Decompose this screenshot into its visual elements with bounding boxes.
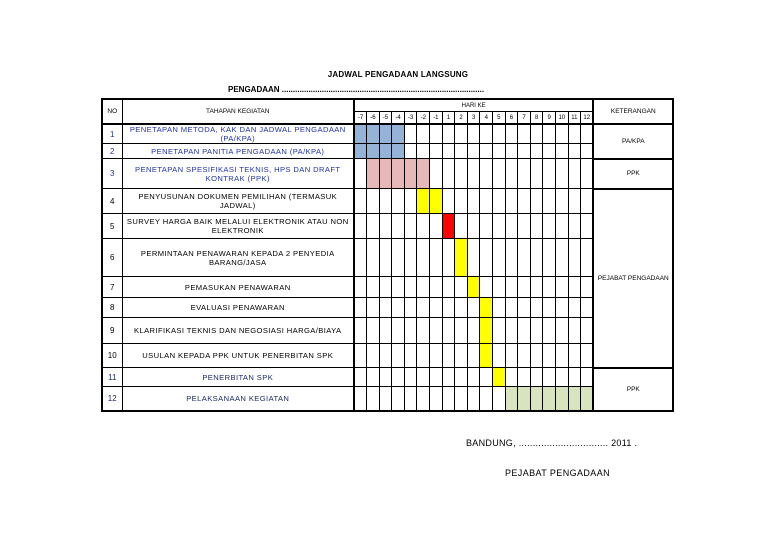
header-row-1 xyxy=(102,99,673,112)
row-number: 1 xyxy=(102,124,122,144)
gantt-cell xyxy=(455,318,468,344)
gantt-cell xyxy=(568,298,581,318)
gantt-cell xyxy=(581,124,594,144)
gantt-cell xyxy=(530,159,543,189)
task-name: PEMASUKAN PENAWARAN xyxy=(122,277,354,298)
gantt-cell xyxy=(404,387,417,411)
gantt-cell xyxy=(505,144,518,159)
gantt-cell xyxy=(505,159,518,189)
gantt-bar-cell xyxy=(354,144,367,159)
gantt-cell xyxy=(442,189,455,214)
gantt-cell xyxy=(417,298,430,318)
day-number: 12 xyxy=(581,112,594,125)
gantt-cell xyxy=(556,298,569,318)
gantt-cell xyxy=(367,277,380,298)
gantt-cell xyxy=(530,124,543,144)
day-number: 10 xyxy=(556,112,569,125)
gantt-cell xyxy=(467,189,480,214)
day-number: -1 xyxy=(430,112,443,125)
row-number: 5 xyxy=(102,214,122,239)
gantt-cell xyxy=(455,298,468,318)
gantt-cell xyxy=(505,344,518,368)
row-number: 9 xyxy=(102,318,122,344)
gantt-cell xyxy=(480,189,493,214)
gantt-cell xyxy=(417,318,430,344)
signature-place-date: BANDUNG, ................................ 2011 . xyxy=(466,438,638,448)
gantt-cell xyxy=(581,214,594,239)
day-number: 6 xyxy=(505,112,518,125)
gantt-cell xyxy=(543,214,556,239)
day-number: 4 xyxy=(480,112,493,125)
table-row xyxy=(102,144,673,159)
gantt-bar-cell xyxy=(392,124,405,144)
gantt-cell xyxy=(530,344,543,368)
gantt-cell xyxy=(581,159,594,189)
gantt-cell xyxy=(493,239,506,277)
gantt-bar-cell xyxy=(417,159,430,189)
table-row xyxy=(102,368,673,387)
table-row xyxy=(102,298,673,318)
gantt-cell xyxy=(518,318,531,344)
no-header: NO xyxy=(102,99,122,124)
gantt-bar-cell xyxy=(455,239,468,277)
gantt-cell xyxy=(392,214,405,239)
day-number: 3 xyxy=(467,112,480,125)
gantt-cell xyxy=(417,239,430,277)
row-number: 3 xyxy=(102,159,122,189)
gantt-cell xyxy=(556,144,569,159)
keterangan-ppk: PPK xyxy=(593,159,673,189)
gantt-cell xyxy=(354,344,367,368)
gantt-cell xyxy=(568,144,581,159)
gantt-bar-cell xyxy=(379,124,392,144)
gantt-cell xyxy=(455,124,468,144)
gantt-cell xyxy=(530,214,543,239)
gantt-cell xyxy=(556,159,569,189)
gantt-cell xyxy=(467,387,480,411)
gantt-cell xyxy=(505,214,518,239)
gantt-cell xyxy=(404,368,417,387)
gantt-cell xyxy=(493,159,506,189)
gantt-cell xyxy=(518,368,531,387)
gantt-cell xyxy=(404,239,417,277)
gantt-bar-cell xyxy=(367,159,380,189)
gantt-cell xyxy=(430,159,443,189)
gantt-cell xyxy=(379,387,392,411)
gantt-cell xyxy=(568,159,581,189)
gantt-cell xyxy=(430,124,443,144)
table-row xyxy=(102,159,673,189)
gantt-cell xyxy=(442,298,455,318)
gantt-bar-cell xyxy=(379,159,392,189)
task-name: PENERBITAN SPK xyxy=(122,368,354,387)
gantt-cell xyxy=(455,189,468,214)
gantt-cell xyxy=(367,318,380,344)
row-number: 11 xyxy=(102,368,122,387)
table-row xyxy=(102,344,673,368)
row-number: 4 xyxy=(102,189,122,214)
gantt-bar-cell xyxy=(568,387,581,411)
gantt-bar-cell xyxy=(493,368,506,387)
gantt-cell xyxy=(417,344,430,368)
gantt-cell xyxy=(581,368,594,387)
gantt-bar-cell xyxy=(480,298,493,318)
gantt-cell xyxy=(392,239,405,277)
task-name: PENETAPAN SPESIFIKASI TEKNIS, HPS DAN DRAFT KONTRAK (PPK) xyxy=(122,159,354,189)
day-number: -6 xyxy=(367,112,380,125)
gantt-cell xyxy=(430,144,443,159)
day-number: 11 xyxy=(568,112,581,125)
row-number: 6 xyxy=(102,239,122,277)
gantt-cell xyxy=(556,318,569,344)
gantt-cell xyxy=(392,298,405,318)
gantt-cell xyxy=(530,144,543,159)
gantt-cell xyxy=(430,387,443,411)
gantt-cell xyxy=(404,144,417,159)
gantt-cell xyxy=(442,239,455,277)
gantt-cell xyxy=(467,239,480,277)
gantt-cell xyxy=(480,159,493,189)
gantt-cell xyxy=(581,298,594,318)
task-name: SURVEY HARGA BAIK MELALUI ELEKTRONIK ATAU NON ELEKTRONIK xyxy=(122,214,354,239)
row-number: 10 xyxy=(102,344,122,368)
gantt-cell xyxy=(442,344,455,368)
gantt-cell xyxy=(467,124,480,144)
keterangan-pejabat-pengadaan: PEJABAT PENGADAAN xyxy=(593,189,673,368)
gantt-cell xyxy=(568,368,581,387)
gantt-bar-cell xyxy=(556,387,569,411)
task-name: PERMINTAAN PENAWARAN KEPADA 2 PENYEDIA BARANG/JASA xyxy=(122,239,354,277)
gantt-bar-cell xyxy=(518,387,531,411)
gantt-cell xyxy=(518,344,531,368)
task-name: PENETAPAN METODA, KAK DAN JADWAL PENGADAAN (PA/KPA) xyxy=(122,124,354,144)
task-name: KLARIFIKASI TEKNIS DAN NEGOSIASI HARGA/BIAYA xyxy=(122,318,354,344)
gantt-cell xyxy=(568,277,581,298)
gantt-cell xyxy=(354,277,367,298)
gantt-cell xyxy=(530,239,543,277)
gantt-bar-cell xyxy=(354,124,367,144)
gantt-cell xyxy=(455,277,468,298)
gantt-cell xyxy=(543,239,556,277)
gantt-cell xyxy=(505,239,518,277)
gantt-cell xyxy=(430,318,443,344)
row-number: 2 xyxy=(102,144,122,159)
gantt-bar-cell xyxy=(367,144,380,159)
gantt-cell xyxy=(392,318,405,344)
gantt-cell xyxy=(543,277,556,298)
signature-role: PEJABAT PENGADAAN xyxy=(505,468,610,478)
task-name: PENETAPAN PANITIA PENGADAAN (PA/KPA) xyxy=(122,144,354,159)
gantt-cell xyxy=(568,124,581,144)
day-number: 7 xyxy=(518,112,531,125)
gantt-cell xyxy=(518,189,531,214)
gantt-bar-cell xyxy=(430,189,443,214)
gantt-cell xyxy=(568,189,581,214)
gantt-cell xyxy=(392,277,405,298)
gantt-cell xyxy=(581,344,594,368)
gantt-cell xyxy=(556,214,569,239)
gantt-cell xyxy=(392,368,405,387)
gantt-cell xyxy=(543,298,556,318)
gantt-bar-cell xyxy=(379,144,392,159)
gantt-cell xyxy=(430,239,443,277)
gantt-bar-cell xyxy=(505,387,518,411)
day-number: -4 xyxy=(392,112,405,125)
gantt-cell xyxy=(455,344,468,368)
gantt-cell xyxy=(480,144,493,159)
gantt-cell xyxy=(430,368,443,387)
table-row xyxy=(102,318,673,344)
gantt-cell xyxy=(367,387,380,411)
gantt-cell xyxy=(367,189,380,214)
gantt-cell xyxy=(404,214,417,239)
gantt-cell xyxy=(505,318,518,344)
gantt-cell xyxy=(354,318,367,344)
gantt-cell xyxy=(543,159,556,189)
task-name: PELAKSANAAN KEGIATAN xyxy=(122,387,354,411)
gantt-cell xyxy=(518,214,531,239)
gantt-cell xyxy=(480,239,493,277)
gantt-cell xyxy=(392,344,405,368)
day-number: 2 xyxy=(455,112,468,125)
gantt-cell xyxy=(505,298,518,318)
gantt-cell xyxy=(430,214,443,239)
gantt-cell xyxy=(556,189,569,214)
gantt-cell xyxy=(543,189,556,214)
gantt-cell xyxy=(556,124,569,144)
gantt-cell xyxy=(467,318,480,344)
table-row xyxy=(102,239,673,277)
gantt-cell xyxy=(442,387,455,411)
gantt-cell xyxy=(480,387,493,411)
gantt-cell xyxy=(467,368,480,387)
gantt-cell xyxy=(354,214,367,239)
gantt-cell xyxy=(480,124,493,144)
gantt-bar-cell xyxy=(467,277,480,298)
gantt-bar-cell xyxy=(442,214,455,239)
gantt-cell xyxy=(518,277,531,298)
gantt-cell xyxy=(581,239,594,277)
task-name: EVALUASI PENAWARAN xyxy=(122,298,354,318)
gantt-cell xyxy=(493,214,506,239)
gantt-cell xyxy=(530,318,543,344)
gantt-cell xyxy=(430,298,443,318)
gantt-cell xyxy=(379,298,392,318)
gantt-bar-cell xyxy=(530,387,543,411)
gantt-cell xyxy=(354,239,367,277)
gantt-cell xyxy=(455,387,468,411)
gantt-cell xyxy=(581,189,594,214)
gantt-cell xyxy=(379,214,392,239)
gantt-cell xyxy=(442,124,455,144)
table-row xyxy=(102,189,673,214)
gantt-cell xyxy=(556,368,569,387)
day-number: 8 xyxy=(530,112,543,125)
gantt-cell xyxy=(493,144,506,159)
schedule-table xyxy=(101,98,674,412)
gantt-cell xyxy=(354,298,367,318)
gantt-cell xyxy=(367,344,380,368)
gantt-bar-cell xyxy=(480,318,493,344)
gantt-cell xyxy=(493,318,506,344)
gantt-cell xyxy=(568,214,581,239)
gantt-cell xyxy=(417,277,430,298)
hari-ke-header: HARI KE xyxy=(354,99,593,112)
gantt-cell xyxy=(518,239,531,277)
page-title: JADWAL PENGADAAN LANGSUNG xyxy=(327,70,469,79)
gantt-cell xyxy=(467,144,480,159)
gantt-cell xyxy=(493,298,506,318)
gantt-cell xyxy=(430,344,443,368)
gantt-cell xyxy=(379,368,392,387)
day-number: -7 xyxy=(354,112,367,125)
gantt-cell xyxy=(404,277,417,298)
gantt-cell xyxy=(581,144,594,159)
gantt-cell xyxy=(530,298,543,318)
gantt-cell xyxy=(379,344,392,368)
gantt-cell xyxy=(530,189,543,214)
table-row xyxy=(102,124,673,144)
gantt-cell xyxy=(556,344,569,368)
keterangan-header: KETERANGAN xyxy=(593,99,673,124)
day-number: -5 xyxy=(379,112,392,125)
task-name: PENYUSUNAN DOKUMEN PEMILIHAN (TERMASUK JADWAL) xyxy=(122,189,354,214)
gantt-cell xyxy=(467,344,480,368)
gantt-cell xyxy=(568,318,581,344)
gantt-cell xyxy=(530,368,543,387)
gantt-cell xyxy=(518,298,531,318)
gantt-cell xyxy=(505,189,518,214)
gantt-cell xyxy=(455,144,468,159)
gantt-bar-cell xyxy=(367,124,380,144)
row-number: 8 xyxy=(102,298,122,318)
gantt-bar-cell xyxy=(581,387,594,411)
page-subtitle: PENGADAAN ........................................................................................... xyxy=(228,85,485,94)
gantt-bar-cell xyxy=(404,159,417,189)
gantt-cell xyxy=(493,277,506,298)
gantt-cell xyxy=(404,298,417,318)
gantt-cell xyxy=(354,159,367,189)
gantt-bar-cell xyxy=(417,189,430,214)
gantt-cell xyxy=(354,387,367,411)
gantt-cell xyxy=(505,368,518,387)
gantt-cell xyxy=(354,189,367,214)
gantt-cell xyxy=(354,368,367,387)
gantt-cell xyxy=(480,368,493,387)
gantt-cell xyxy=(467,298,480,318)
day-number: -3 xyxy=(404,112,417,125)
table-row xyxy=(102,214,673,239)
gantt-cell xyxy=(404,189,417,214)
gantt-cell xyxy=(568,344,581,368)
gantt-cell xyxy=(493,189,506,214)
day-number: 5 xyxy=(493,112,506,125)
day-number: -2 xyxy=(417,112,430,125)
gantt-cell xyxy=(543,368,556,387)
gantt-cell xyxy=(367,298,380,318)
gantt-cell xyxy=(442,277,455,298)
tahapan-header: TAHAPAN KEGIATAN xyxy=(122,99,354,124)
gantt-cell xyxy=(543,318,556,344)
gantt-cell xyxy=(379,277,392,298)
gantt-bar-cell xyxy=(543,387,556,411)
gantt-cell xyxy=(543,124,556,144)
gantt-cell xyxy=(493,124,506,144)
gantt-cell xyxy=(556,277,569,298)
task-name: USULAN KEPADA PPK UNTUK PENERBITAN SPK xyxy=(122,344,354,368)
gantt-cell xyxy=(581,277,594,298)
gantt-cell xyxy=(442,318,455,344)
table-row xyxy=(102,277,673,298)
gantt-cell xyxy=(430,277,443,298)
gantt-cell xyxy=(455,368,468,387)
gantt-bar-cell xyxy=(392,159,405,189)
day-number: 9 xyxy=(543,112,556,125)
gantt-cell xyxy=(442,368,455,387)
gantt-cell xyxy=(581,318,594,344)
gantt-cell xyxy=(367,368,380,387)
gantt-cell xyxy=(379,318,392,344)
gantt-cell xyxy=(417,144,430,159)
gantt-cell xyxy=(392,387,405,411)
gantt-cell xyxy=(518,159,531,189)
gantt-cell xyxy=(367,214,380,239)
gantt-cell xyxy=(467,214,480,239)
gantt-cell xyxy=(493,387,506,411)
gantt-cell xyxy=(480,277,493,298)
gantt-bar-cell xyxy=(480,344,493,368)
gantt-cell xyxy=(543,144,556,159)
gantt-cell xyxy=(417,124,430,144)
table-row xyxy=(102,387,673,411)
day-number: 1 xyxy=(442,112,455,125)
row-number: 12 xyxy=(102,387,122,411)
gantt-cell xyxy=(518,144,531,159)
keterangan-pa-kpa: PA/KPA xyxy=(593,124,673,159)
gantt-cell xyxy=(404,124,417,144)
gantt-cell xyxy=(467,159,480,189)
gantt-cell xyxy=(367,239,380,277)
keterangan-ppk-2: PPK xyxy=(593,368,673,411)
gantt-cell xyxy=(379,189,392,214)
gantt-cell xyxy=(530,277,543,298)
gantt-cell xyxy=(379,239,392,277)
gantt-cell xyxy=(417,387,430,411)
gantt-cell xyxy=(518,124,531,144)
gantt-cell xyxy=(568,239,581,277)
row-number: 7 xyxy=(102,277,122,298)
gantt-cell xyxy=(417,368,430,387)
gantt-cell xyxy=(493,344,506,368)
gantt-cell xyxy=(442,159,455,189)
gantt-cell xyxy=(480,214,493,239)
gantt-cell xyxy=(455,159,468,189)
gantt-cell xyxy=(404,344,417,368)
gantt-cell xyxy=(556,239,569,277)
gantt-cell xyxy=(455,214,468,239)
gantt-cell xyxy=(392,189,405,214)
gantt-cell xyxy=(505,277,518,298)
gantt-cell xyxy=(505,124,518,144)
gantt-cell xyxy=(417,214,430,239)
gantt-bar-cell xyxy=(392,144,405,159)
gantt-cell xyxy=(543,344,556,368)
gantt-cell xyxy=(442,144,455,159)
gantt-cell xyxy=(404,318,417,344)
